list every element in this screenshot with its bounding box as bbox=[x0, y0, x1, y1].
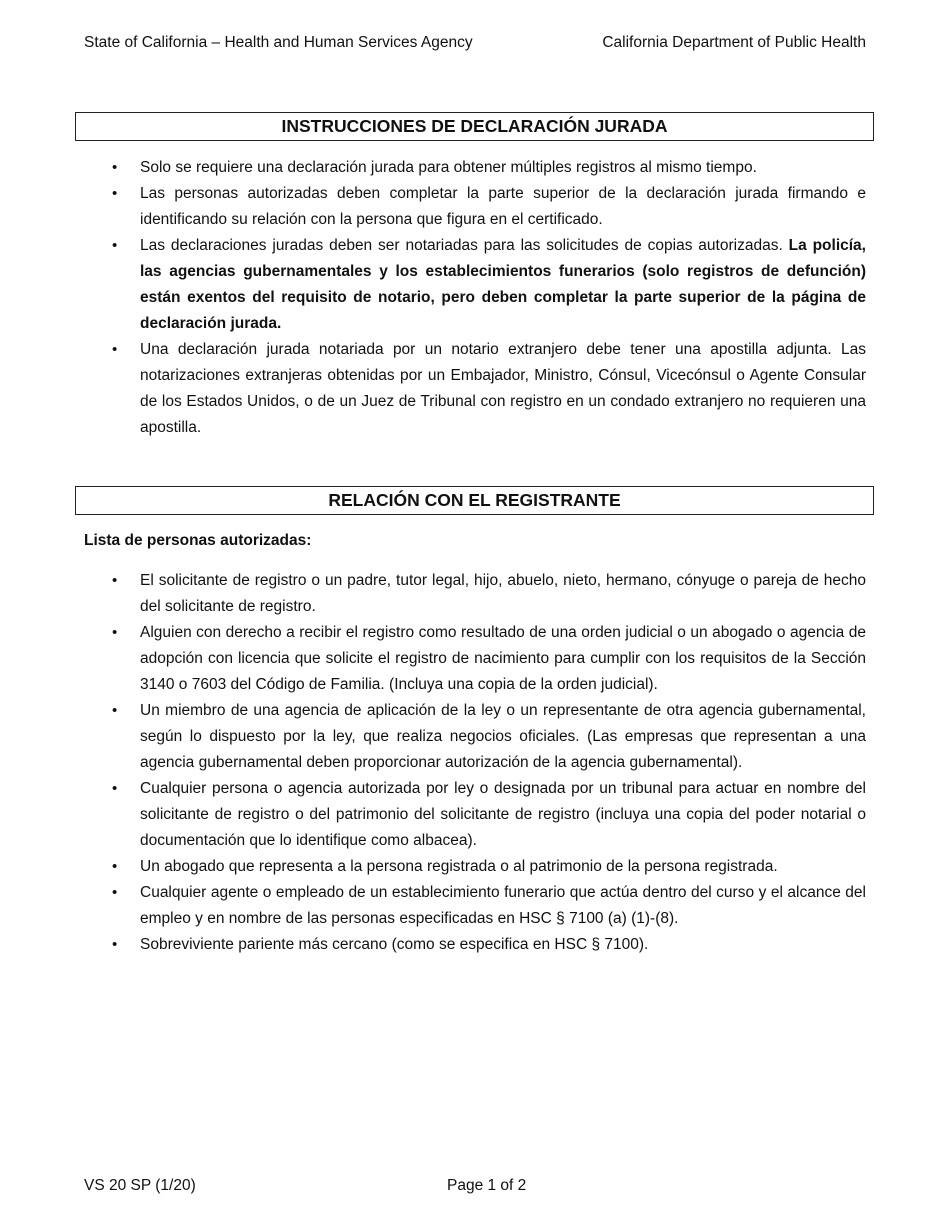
list-item bbox=[84, 155, 866, 181]
list-item bbox=[84, 233, 866, 337]
list-item bbox=[84, 620, 866, 698]
list-item-text: Una declaración jurada notariada por un notario extranjero debe tener una apostilla adjunta. Las notarizaciones extranjeras obtenidas por un Embajador, Ministro, Cónsul, Vicecónsul o Agente Consular de los Estados Unidos, o de un Juez de Tribunal con registro en un condado extranjero no requieren una apostilla. bbox=[140, 341, 866, 436]
section-title-relationship: RELACIÓN CON EL REGISTRANTE bbox=[75, 486, 874, 515]
bullet-icon: • bbox=[112, 159, 118, 176]
bullet-icon: • bbox=[112, 185, 118, 202]
authorized-persons-list bbox=[84, 568, 866, 958]
list-item bbox=[84, 181, 866, 233]
list-item bbox=[84, 932, 866, 958]
bullet-icon: • bbox=[112, 936, 118, 953]
list-item bbox=[84, 854, 866, 880]
list-item bbox=[84, 337, 866, 441]
list-item-bold-text: La policía, las agencias gubernamentales y los establecimientos funerarios (solo registros de defunción) están exentos del requisito de notario, pero deben completar la parte superior de la página de declaración jurada. bbox=[140, 237, 866, 332]
list-item-text: El solicitante de registro o un padre, tutor legal, hijo, abuelo, nieto, hermano, cónyuge o pareja de hecho del solicitante de registro. bbox=[140, 572, 866, 615]
bullet-icon: • bbox=[112, 884, 118, 901]
list-item-text: Las declaraciones juradas deben ser notariadas para las solicitudes de copias autorizadas. bbox=[140, 237, 789, 254]
section-title-instructions: INSTRUCCIONES DE DECLARACIÓN JURADA bbox=[75, 112, 874, 141]
header-agency: State of California – Health and Human Services Agency bbox=[84, 34, 473, 51]
list-item bbox=[84, 880, 866, 932]
list-item-text: Solo se requiere una declaración jurada para obtener múltiples registros al mismo tiempo. bbox=[140, 159, 757, 176]
list-item bbox=[84, 568, 866, 620]
list-item-text: Un miembro de una agencia de aplicación de la ley o un representante de otra agencia gubernamental, según lo dispuesto por la ley, que realiza negocios oficiales. (Las empresas que representan a una agencia gubernamental deben proporcionar autorización de la agencia gubernamental). bbox=[140, 702, 866, 771]
authorized-persons-heading: Lista de personas autorizadas: bbox=[84, 532, 312, 549]
form-id: VS 20 SP (1/20) bbox=[84, 1177, 196, 1194]
list-item-text: Cualquier persona o agencia autorizada por ley o designada por un tribunal para actuar en nombre del solicitante de registro o del patrimonio del solicitante de registro (incluya una copia del poder notarial o documentación que lo identifique como albacea). bbox=[140, 780, 866, 849]
page-number: Page 1 of 2 bbox=[447, 1177, 527, 1194]
list-item-text: Alguien con derecho a recibir el registro como resultado de una orden judicial o un abogado o agencia de adopción con licencia que solicite el registro de nacimiento para cumplir con los requisitos de la Sección 3140 o 7603 del Código de Familia. (Incluya una copia de la orden judicial). bbox=[140, 624, 866, 693]
bullet-icon: • bbox=[112, 780, 118, 797]
header-department: California Department of Public Health bbox=[602, 34, 866, 51]
list-item-text: Un abogado que representa a la persona registrada o al patrimonio de la persona registrada. bbox=[140, 858, 778, 875]
bullet-icon: • bbox=[112, 702, 118, 719]
list-item bbox=[84, 698, 866, 776]
instructions-list bbox=[84, 155, 866, 441]
bullet-icon: • bbox=[112, 341, 118, 358]
list-item-text: Las personas autorizadas deben completar la parte superior de la declaración jurada firmando e identificando su relación con la persona que figura en el certificado. bbox=[140, 185, 866, 228]
bullet-icon: • bbox=[112, 572, 118, 589]
list-item-text: Sobreviviente pariente más cercano (como se especifica en HSC § 7100). bbox=[140, 936, 649, 953]
list-item bbox=[84, 776, 866, 854]
list-item-text: Cualquier agente o empleado de un establecimiento funerario que actúa dentro del curso y el alcance del empleo y en nombre de las personas especificadas en HSC § 7100 (a) (1)-(8). bbox=[140, 884, 866, 927]
bullet-icon: • bbox=[112, 237, 118, 254]
bullet-icon: • bbox=[112, 624, 118, 641]
bullet-icon: • bbox=[112, 858, 118, 875]
